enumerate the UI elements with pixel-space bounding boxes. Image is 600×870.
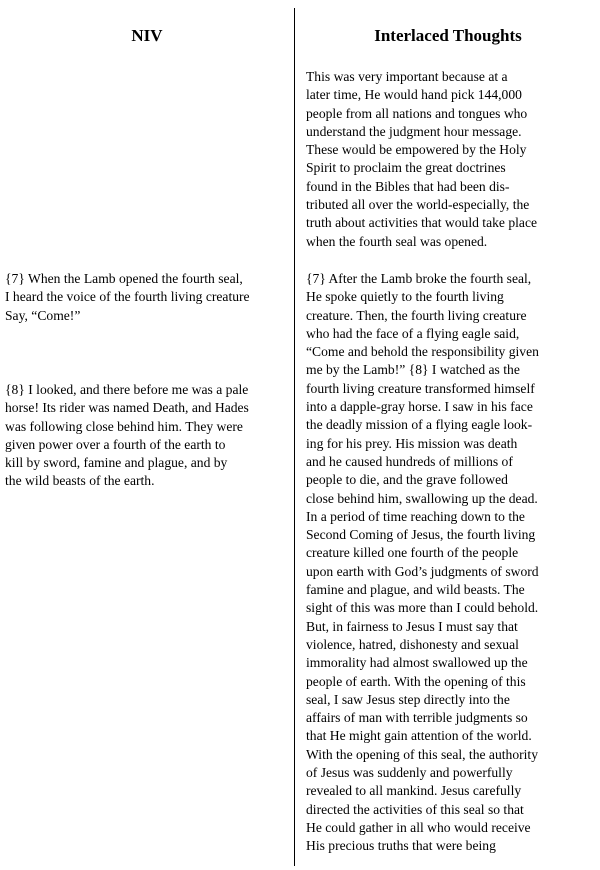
- text-line: who had the face of a flying eagle said,: [306, 325, 520, 341]
- text-line: of Jesus was suddenly and powerfully: [306, 765, 513, 781]
- text-line: given power over a fourth of the earth to: [5, 436, 226, 452]
- column-divider: [294, 8, 295, 866]
- text-line: and he caused hundreds of millions of: [306, 453, 513, 469]
- text-line: In a period of time reaching down to the: [306, 508, 525, 524]
- text-line: affairs of man with terrible judgments so: [306, 710, 528, 726]
- text-line: Second Coming of Jesus, the fourth living: [306, 527, 536, 543]
- interlaced-intro-paragraph: [306, 68, 537, 251]
- text-line: horse! Its rider was named Death, and Hades: [5, 400, 249, 416]
- text-line: into a dapple-gray horse. I saw in his face: [306, 399, 533, 415]
- interlaced-thoughts-column-header: Interlaced Thoughts: [374, 26, 522, 45]
- niv-verse-7: [5, 270, 250, 325]
- text-line: revealed to all mankind. Jesus carefully: [306, 783, 522, 799]
- niv-column-header: NIV: [131, 26, 163, 45]
- text-line: was following close behind him. They were: [5, 418, 243, 434]
- text-line: later time, He would hand pick 144,000: [306, 87, 522, 103]
- text-line: This was very important because at a: [306, 69, 508, 84]
- text-line: people of earth. With the opening of this: [306, 673, 526, 689]
- text-line: fourth living creature transformed himself: [306, 380, 535, 396]
- text-line: the deadly mission of a flying eagle look-: [306, 417, 533, 433]
- text-line: He spoke quietly to the fourth living: [306, 289, 504, 305]
- text-line: tributed all over the world-especially, the: [306, 197, 530, 213]
- text-line: He could gather in all who would receive: [306, 819, 531, 835]
- text-line: close behind him, swallowing up the dead.: [306, 490, 538, 506]
- text-line: immorality had almost swallowed up the: [306, 655, 528, 671]
- text-line: me by the Lamb!” {8} I watched as the: [306, 362, 520, 378]
- text-line: seal, I saw Jesus step directly into the: [306, 691, 510, 707]
- text-line: With the opening of this seal, the authority: [306, 746, 539, 762]
- text-line: the wild beasts of the earth.: [5, 473, 155, 489]
- text-line: ing for his prey. His mission was death: [306, 435, 518, 451]
- text-line: Say, “Come!”: [5, 307, 81, 323]
- text-line: violence, hatred, dishonesty and sexual: [306, 636, 519, 652]
- text-line: understand the judgment hour message.: [306, 123, 522, 139]
- text-line: These would be empowered by the Holy: [306, 142, 527, 158]
- text-line: creature. Then, the fourth living creature: [306, 307, 527, 323]
- text-line: that He might gain attention of the world.: [306, 728, 532, 744]
- text-line: people to die, and the grave followed: [306, 472, 508, 488]
- text-line: upon earth with God’s judgments of sword: [306, 563, 539, 579]
- text-line: {7} After the Lamb broke the fourth seal,: [306, 271, 532, 286]
- text-line: {7} When the Lamb opened the fourth seal,: [5, 271, 243, 286]
- text-line: sight of this was more than I could behold.: [306, 600, 539, 616]
- text-line: I heard the voice of the fourth living creature: [5, 289, 250, 305]
- text-line: Spirit to proclaim the great doctrines: [306, 160, 506, 176]
- interlaced-verses-7-8-paragraph: [306, 270, 539, 856]
- text-line: when the fourth seal was opened.: [306, 233, 488, 249]
- text-line: kill by sword, famine and plague, and by: [5, 455, 228, 471]
- text-line: directed the activities of this seal so that: [306, 801, 524, 817]
- text-line: His precious truths that were being: [306, 838, 496, 854]
- text-line: “Come and behold the responsibility given: [306, 344, 539, 360]
- niv-verse-8: [5, 381, 249, 491]
- text-line: famine and plague, and wild beasts. The: [306, 582, 525, 598]
- text-line: {8} I looked, and there before me was a pale: [5, 382, 249, 397]
- text-line: truth about activities that would take place: [306, 215, 538, 231]
- text-line: found in the Bibles that had been dis-: [306, 178, 510, 194]
- text-line: But, in fairness to Jesus I must say that: [306, 618, 518, 634]
- text-line: people from all nations and tongues who: [306, 105, 528, 121]
- text-line: creature killed one fourth of the people: [306, 545, 519, 561]
